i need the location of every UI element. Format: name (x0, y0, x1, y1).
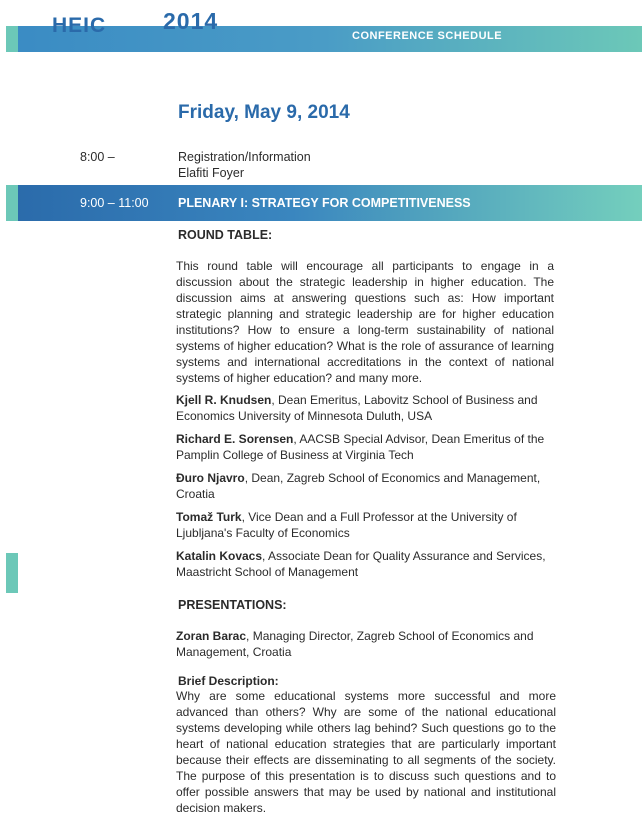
registration-location: Elafiti Foyer (178, 166, 244, 180)
speaker-entry (176, 470, 556, 502)
registration-line: Registration/Information (178, 150, 311, 164)
plenary-accent-stripe (6, 185, 18, 221)
speaker-name: Katalin Kovacs (176, 549, 263, 563)
presenter-name: Zoran Barac (176, 629, 247, 643)
presenter-desc: , Managing Director, Zagreb School of Economics and Management, Croatia (176, 629, 534, 659)
speaker-desc: , Dean, Zagreb School of Economics and Management, Croatia (176, 471, 541, 501)
speaker-desc: , Vice Dean and a Full Professor at the University of Ljubljana's Faculty of Economics (176, 510, 517, 540)
speaker-desc: , Dean Emeritus, Labovitz School of Business and Economics University of Minnesota Duluth, USA (176, 393, 538, 423)
presenter-entry (176, 628, 556, 660)
brief-description-text: Why are some educational systems more successful and more advanced than others? Why are some of the national educational systems developing while others lag behind? Such questions go to the heart of national education strategies that are particularly important because their effects are disseminating to all segments of the society. The purpose of this presentation is to discuss such questions and to offer possible answers that may be used by national and institutional decision makers. (176, 689, 556, 815)
conference-logo: HEIC (52, 14, 107, 37)
registration-entry (178, 149, 311, 181)
speaker-entry (176, 431, 556, 463)
speaker-entry (176, 509, 556, 541)
registration-time: 8:00 – (80, 150, 115, 164)
header-label: CONFERENCE SCHEDULE (352, 30, 503, 42)
speaker-name: Đuro Njavro (176, 471, 245, 485)
plenary-banner (6, 185, 642, 221)
speaker-name: Richard E. Sorensen (176, 432, 294, 446)
speaker-name: Kjell R. Knudsen (176, 393, 272, 407)
day-title: Friday, May 9, 2014 (178, 102, 350, 123)
round-table-heading: ROUND TABLE: (178, 228, 273, 242)
round-table-description: This round table will encourage all participants to engage in a discussion about the strategic leadership in higher education. The discussion aims at answering questions such as: How important strategic planning and strategic leadership are for higher education institutions? How to ensure a long-term sustainability of national systems of higher education? What is the role of assurance of learning systems and international accreditations in the context of national systems of higher education? and many more. (176, 259, 554, 385)
speaker-entry (176, 548, 556, 580)
plenary-title: PLENARY I: STRATEGY FOR COMPETITIVENESS (178, 196, 471, 210)
presentations-heading: PRESENTATIONS: (178, 598, 287, 612)
side-accent-marker (6, 553, 18, 593)
speaker-desc: , Associate Dean for Quality Assurance and Services, Maastricht School of Management (176, 549, 546, 579)
conference-year: 2014 (163, 8, 219, 34)
speaker-entry (176, 392, 556, 424)
speaker-name: Tomaž Turk (176, 510, 242, 524)
plenary-time: 9:00 – 11:00 (80, 196, 149, 210)
speaker-desc: , AACSB Special Advisor, Dean Emeritus of the Pamplin College of Business at Virginia Tech (176, 432, 545, 462)
brief-description-heading: Brief Description: (178, 674, 279, 688)
